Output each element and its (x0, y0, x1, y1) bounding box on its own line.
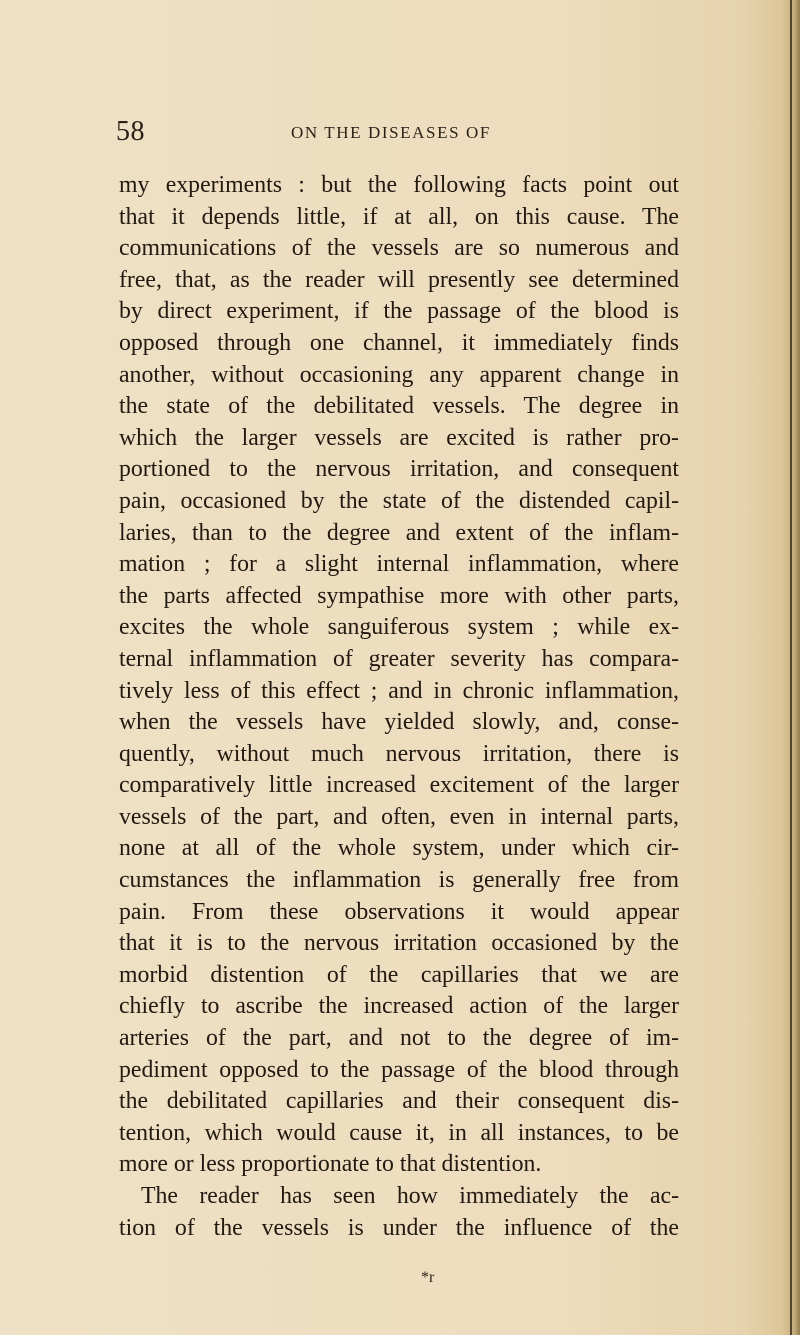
page-header (0, 112, 800, 152)
text-line: excites the whole sanguiferous system ; while ex- (119, 614, 679, 641)
text-line: none at all of the whole system, under which cir- (119, 835, 679, 862)
text-line: portioned to the nervous irritation, and consequent (119, 456, 679, 483)
text-line: that it depends little, if at all, on this cause. The (119, 203, 679, 230)
text-line: pain. From these observations it would appear (119, 898, 679, 925)
text-line: opposed through one channel, it immediately finds (119, 329, 679, 356)
text-line: mation ; for a slight internal inflammation, where (119, 551, 679, 578)
text-line: pain, occasioned by the state of the distended capil- (119, 487, 679, 514)
text-line: morbid distention of the capillaries that we are (119, 961, 679, 988)
text-line: tion of the vessels is under the influence of the (119, 1214, 679, 1241)
page-number: 58 (116, 116, 145, 147)
text-line: quently, without much nervous irritation, there is (119, 740, 679, 767)
page-edge-line (790, 0, 792, 1335)
text-line: ternal inflammation of greater severity has compara- (119, 645, 679, 672)
text-line: free, that, as the reader will presently see determined (119, 266, 679, 293)
text-line: that it is to the nervous irritation occasioned by the (119, 930, 679, 957)
text-line: chiefly to ascribe the increased action of the larger (119, 993, 679, 1020)
text-line: when the vessels have yielded slowly, and, conse- (119, 709, 679, 736)
text-line: my experiments : but the following facts point out (119, 172, 679, 198)
text-line: vessels of the part, and often, even in internal parts, (119, 803, 679, 830)
text-line: comparatively little increased excitement of the larger (119, 772, 679, 799)
text-line: tention, which would cause it, in all instances, to be (119, 1119, 679, 1146)
text-line: The reader has seen how immediately the ac- (141, 1183, 679, 1209)
text-line: another, without occasioning any apparent change in (119, 361, 679, 388)
signature-mark: *r (421, 1269, 435, 1286)
text-line: more or less proportionate to that distention. (119, 1151, 542, 1178)
text-line: cumstances the inflammation is generally free from (119, 867, 679, 894)
text-line: by direct experiment, if the passage of the blood is (119, 298, 679, 325)
text-line: communications of the vessels are so numerous and (119, 235, 679, 262)
text-line: tively less of this effect ; and in chronic inflammation, (119, 677, 679, 704)
text-line: pediment opposed to the passage of the blood through (119, 1056, 679, 1083)
running-head: ON THE DISEASES OF (291, 123, 491, 142)
text-line: the state of the debilitated vessels. The degree in (119, 393, 679, 420)
text-line: arteries of the part, and not to the degree of im- (119, 1025, 679, 1052)
text-line: the parts affected sympathise more with other parts, (119, 582, 679, 609)
text-line: which the larger vessels are excited is rather pro- (119, 424, 679, 451)
body-text (119, 170, 679, 1244)
text-line: the debilitated capillaries and their consequent dis- (119, 1088, 679, 1115)
text-line: laries, than to the degree and extent of the inflam- (119, 519, 679, 546)
